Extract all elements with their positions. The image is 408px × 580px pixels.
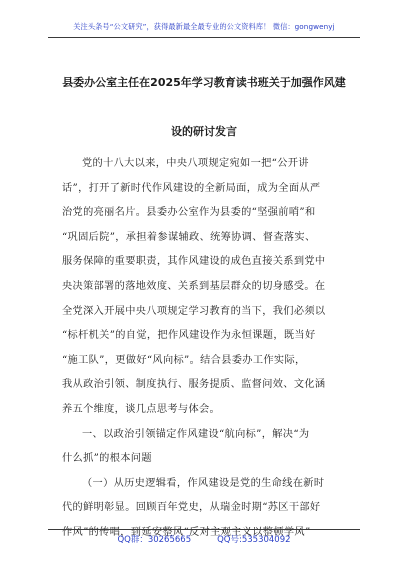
document-title-line-1: 县委办公室主任在2025年学习教育读书班关于加强作风建 <box>62 76 346 89</box>
body-line: 代的鲜明彰显。回顾百年党史，从瑞金时期“苏区干部好 <box>62 502 321 514</box>
footer-qq-number: QQ号:535304092 <box>217 535 291 545</box>
body-line: 什么抓”的根本问题 <box>62 453 152 465</box>
body-line: “施工队”，更做好“风向标”。结合县委办工作实际， <box>62 354 306 366</box>
document-body <box>62 152 348 546</box>
header-divider <box>48 37 360 38</box>
body-line: 我从政治引领、制度执行、服务提质、监督问效、文化涵 <box>62 379 326 391</box>
footer-qq-group: QQ群：30265665 <box>117 535 192 545</box>
body-line: 作风”的传唱，到延安整风“反对主观主义以整顿学风” <box>62 526 311 538</box>
body-line: “巩固后院”，承担着参谋辅政、统筹协调、督查落实、 <box>62 231 316 243</box>
body-line: 党的十八大以来，中央八项规定宛如一把“公开讲 <box>82 158 309 169</box>
body-line: 话”，打开了新时代作风建设的全新局面，成为全面从严 <box>62 182 321 194</box>
body-line: 一、以政治引领锚定作风建设“航向标”，解决“为 <box>82 428 310 440</box>
body-line: 治党的亮丽名片。县委办公室作为县委的“坚强前哨”和 <box>62 207 316 219</box>
body-line: 全党深入开展中央八项规定学习教育的当下，我们必须以 <box>62 305 326 317</box>
body-line: “标杆机关”的自觉，把作风建设作为永恒课题，既当好 <box>62 330 316 342</box>
body-line: 养五个维度，谈几点思考与体会。 <box>62 403 221 415</box>
body-line: （一）从历史逻辑看，作风建设是党的生命线在新时 <box>82 477 325 489</box>
header-banner: 关注头条号“公文研究”，获得最新最全最专业的公文资料库！ 微信：gongwenyj <box>73 22 335 31</box>
document-title-line-2: 设的研讨发言 <box>171 125 237 138</box>
footer-divider <box>48 529 360 530</box>
body-line: 服务保障的重要职责，其作风建设的成色直接关系到党中 <box>62 256 326 268</box>
footer-contact <box>0 533 408 545</box>
body-line: 央决策部署的落地效度、关系到基层群众的切身感受。在 <box>62 280 326 292</box>
